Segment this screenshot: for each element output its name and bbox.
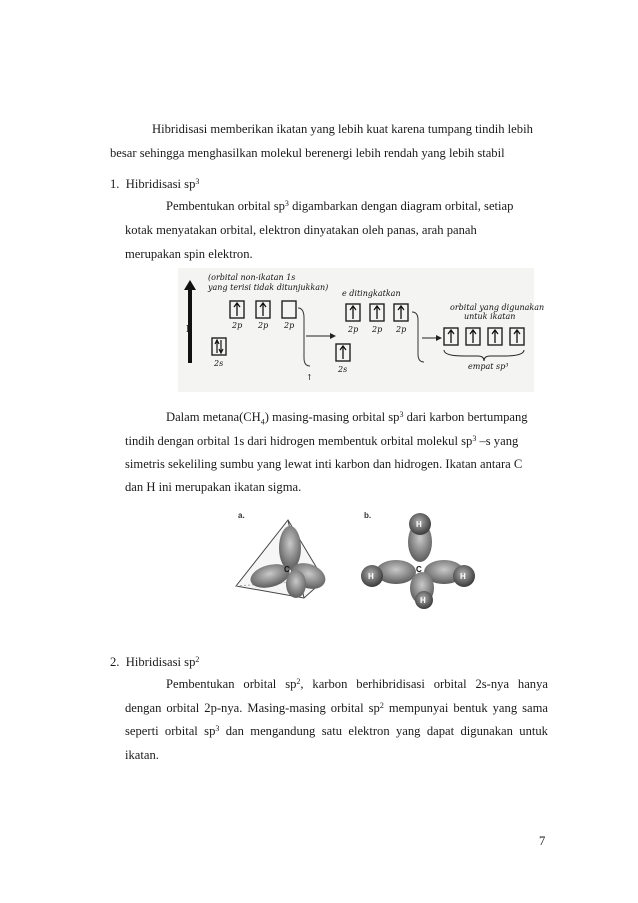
s2-line-1: [166, 677, 548, 692]
page-number: 7: [539, 834, 546, 848]
carbon-label-b: C: [416, 565, 422, 574]
bonding-label-1: orbital yang digunakan: [450, 303, 545, 312]
s1-p1-line-2: kotak menyatakan orbital, elektron dinyatakan oleh panas, arah panah: [125, 223, 477, 237]
intro-line-2: besar sehingga menghasilkan molekul berenergi lebih rendah yang lebih stabil: [110, 146, 505, 160]
section-2-number: 2.: [110, 655, 120, 669]
s2-line2-text-a: dengan orbital 2p-nya. Masing-masing orbital sp: [125, 701, 380, 715]
s2-line3-text-b: dan mengandung satu elektron yang dapat digunakan untuk: [219, 724, 548, 738]
s1-p2-text-a: Dalam metana(CH: [166, 410, 261, 424]
methane-orbital-figure: [228, 506, 480, 610]
s2-line2-text-b: mempunyai bentuk yang sama: [383, 701, 549, 715]
s1-p1-line-1: [166, 199, 513, 214]
excited-2s-label: 2s: [338, 365, 348, 374]
sp3-lobe-top: [279, 526, 301, 570]
s2-line-4: ikatan.: [125, 748, 159, 762]
s1-p1-sup: 3: [284, 199, 289, 208]
excited-2p-label-1: 2p: [348, 325, 359, 334]
carbon-label-a: C: [284, 565, 290, 574]
hydrogen-label-top: H: [416, 520, 422, 529]
s2-line-2: [125, 701, 548, 716]
s1-p2-text-b: ) masing-masing orbital sp: [264, 410, 400, 424]
tetrahedron-model: [236, 520, 329, 598]
s1-p2-text-c: dari karbon bertumpang: [403, 410, 528, 424]
s1-p2-line-4: dan H ini merupakan ikatan sigma.: [125, 480, 302, 494]
s1-p2-line-1: [166, 410, 528, 430]
s1-p2-line2-sup: 3: [472, 434, 477, 443]
s1-p2-line2-text-b: –s yang: [476, 434, 519, 448]
s1-p1-line-3: merupakan spin elektron.: [125, 247, 253, 261]
ground-2p-label-1: 2p: [232, 321, 243, 330]
section-2-title: Hibridisasi sp: [125, 655, 196, 669]
section-1-number: 1.: [110, 177, 120, 191]
s1-p2-line-3: simetris sekeliling sumbu yang lewat inti karbon dan hidrogen. Ikatan antara C: [125, 457, 523, 471]
hydrogen-label-bottom: H: [420, 596, 426, 605]
s2-line3-text-a: seperti orbital sp: [125, 724, 216, 738]
s1-p1-text-b: digambarkan dengan diagram orbital, setiap: [288, 199, 514, 213]
intro-line-1: Hibridisasi memberikan ikatan yang lebih kuat karena tumpang tindih lebih: [152, 122, 533, 136]
ground-2s-label: 2s: [214, 359, 224, 368]
excited-2p-label-3: 2p: [396, 325, 407, 334]
excited-2p-label-2: 2p: [372, 325, 383, 334]
s2-line1-text-a: Pembentukan orbital sp: [166, 677, 297, 691]
section-1-heading: [110, 177, 199, 192]
s2-line1-text-b: , karbon berhibridisasi orbital 2s-nya hanya: [300, 677, 548, 691]
sp3-label: empat sp³: [468, 362, 509, 371]
excited-label: e ditingkatkan: [342, 289, 401, 298]
sp3-lobe-front: [286, 570, 306, 598]
figure-label-b: b.: [364, 511, 372, 520]
nonbonding-label-2: yang terisi tidak ditunjukkan): [208, 283, 329, 292]
figure-label-a: a.: [238, 511, 245, 520]
section-1-title: Hibridisasi sp: [125, 177, 196, 191]
nonbonding-label-1: (orbital non-ikatan 1s: [208, 273, 296, 282]
section-1-title-sup: 3: [195, 177, 200, 186]
s1-p1-text-a: Pembentukan orbital sp: [166, 199, 285, 213]
s2-line3-sup: 3: [215, 724, 220, 733]
s1-p2-sub: 4: [260, 417, 265, 427]
hydrogen-label-left: H: [368, 572, 374, 581]
bonding-label-2: untuk ikatan: [464, 312, 516, 321]
ground-2p-label-3: 2p: [284, 321, 295, 330]
section-2-heading: [110, 655, 199, 670]
hydrogen-label-right: H: [460, 572, 466, 581]
s1-p2-line-2: [125, 434, 518, 449]
s1-p2-sup: 3: [399, 410, 404, 419]
s2-line2-sup: 2: [379, 701, 384, 710]
small-arrow-mark: ↑: [306, 373, 313, 382]
section-2-title-sup: 2: [195, 655, 200, 664]
orbital-diagram-figure: [178, 268, 545, 392]
energy-label: E: [186, 325, 193, 335]
s2-line1-sup: 2: [296, 677, 301, 686]
s2-line-3: [125, 724, 548, 739]
ch4-sigma-model: [361, 513, 475, 609]
ground-2p-label-2: 2p: [258, 321, 269, 330]
s1-p2-line2-text-a: tindih dengan orbital 1s dari hidrogen membentuk orbital molekul sp: [125, 434, 473, 448]
